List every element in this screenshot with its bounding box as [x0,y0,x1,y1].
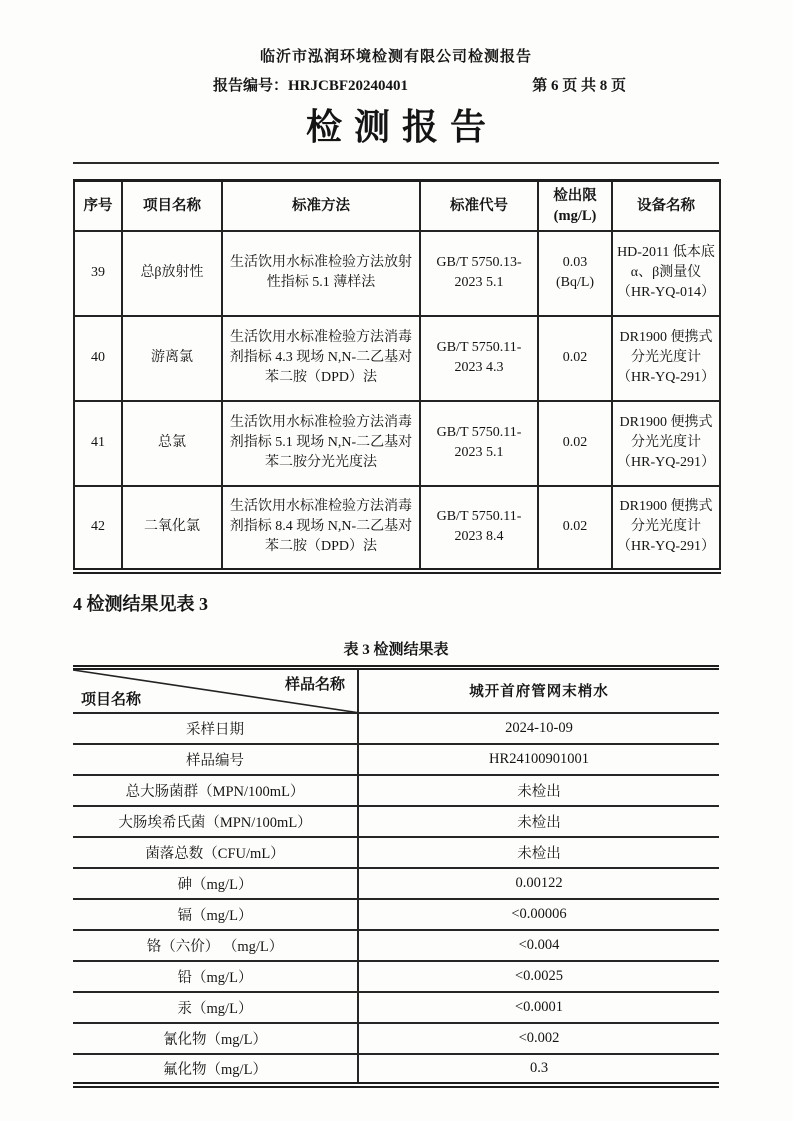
report-title: 检测报告 [305,107,498,147]
cell-equipment: DR1900 便携式分光光度计（HR-YQ-291） [612,316,720,401]
result-value: 未检出 [358,837,719,868]
result-item: 大肠埃希氏菌（MPN/100mL） [73,806,358,837]
cell-detection-limit [538,231,612,316]
cell-detection-limit [538,486,612,571]
header-equipment: 设备名称 [612,181,720,231]
result-item: 铬（六价） （mg/L） [73,930,358,961]
page-indicator: 第 6 页 共 8 页 [532,78,626,94]
result-value: <0.002 [358,1023,719,1054]
result-item: 样品编号 [73,744,358,775]
result-item: 菌落总数（CFU/mL） [73,837,358,868]
report-meta-row [73,74,719,95]
table-row [74,401,720,486]
table-row [73,899,719,930]
table-row [74,486,720,571]
limit-value: 0.02 [562,519,588,534]
results-table [73,665,719,1089]
sample-name-header: 城开首府管网末梢水 [358,667,719,713]
limit-value: 0.02 [562,350,588,365]
result-item: 采样日期 [73,713,358,744]
cell-standard-code: GB/T 5750.11-2023 8.4 [420,486,538,571]
methods-table [73,179,721,574]
header-detection-limit-line1: 检出限 [553,187,597,204]
result-value: <0.0025 [358,961,719,992]
header-standard-code: 标准代号 [420,181,538,231]
result-value: 未检出 [358,775,719,806]
result-value: HR24100901001 [358,744,719,775]
corner-label-item-name: 项目名称 [81,692,142,708]
table-row [74,231,720,316]
table-row [73,837,719,868]
table-row [73,1054,719,1085]
cell-equipment: DR1900 便携式分光光度计（HR-YQ-291） [612,486,720,571]
table-row [73,806,719,837]
cell-standard-code: GB/T 5750.11-2023 4.3 [420,316,538,401]
cell-item-name: 二氧化氯 [122,486,222,571]
table-row [73,1023,719,1054]
table-row [73,868,719,899]
doc-header [73,45,719,164]
limit-unit: (Bq/L) [555,275,595,290]
table3-caption: 表 3 检测结果表 [343,641,449,658]
cell-detection-limit [538,401,612,486]
result-value: 0.00122 [358,868,719,899]
table-row [73,930,719,961]
table-row [73,992,719,1023]
corner-header-cell [73,667,358,713]
results-header-row [73,667,719,713]
header-detection-limit [538,181,612,231]
result-value: <0.0001 [358,992,719,1023]
limit-value: 0.03 [562,255,588,270]
result-item: 镉（mg/L） [73,899,358,930]
header-detection-limit-line2: (mg/L) [553,207,597,224]
cell-item-name: 总氯 [122,401,222,486]
result-item: 氟化物（mg/L） [73,1054,358,1085]
cell-item-name: 游离氯 [122,316,222,401]
result-value: 2024-10-09 [358,713,719,744]
cell-no: 39 [74,231,122,316]
result-value: <0.00006 [358,899,719,930]
cell-standard-method: 生活饮用水标准检验方法放射性指标 5.1 薄样法 [222,231,420,316]
corner-label-sample-name: 样品名称 [284,676,345,693]
methods-header-row [74,181,720,231]
section-heading: 4 检测结果见表 3 [73,593,208,614]
table-row [73,775,719,806]
cell-standard-code: GB/T 5750.13-2023 5.1 [420,231,538,316]
cell-equipment: HD-2011 低本底α、β测量仪（HR-YQ-014） [612,231,720,316]
result-value: 0.3 [358,1054,719,1085]
cell-no: 40 [74,316,122,401]
header-no: 序号 [74,181,122,231]
company-header: 临沂市泓润环境检测有限公司检测报告 [259,49,532,65]
result-item: 砷（mg/L） [73,868,358,899]
cell-standard-code: GB/T 5750.11-2023 5.1 [420,401,538,486]
cell-detection-limit [538,316,612,401]
table-row [73,713,719,744]
title-divider [73,162,719,164]
result-item: 汞（mg/L） [73,992,358,1023]
table-row [73,961,719,992]
table-row [74,316,720,401]
report-number: 报告编号：HRJCBF20240401 [213,78,409,94]
result-item: 总大肠菌群（MPN/100mL） [73,775,358,806]
table-row [73,744,719,775]
limit-value: 0.02 [562,435,588,450]
cell-item-name: 总β放射性 [122,231,222,316]
result-value: 未检出 [358,806,719,837]
result-value: <0.004 [358,930,719,961]
header-item-name: 项目名称 [122,181,222,231]
result-item: 氰化物（mg/L） [73,1023,358,1054]
result-item: 铅（mg/L） [73,961,358,992]
cell-no: 42 [74,486,122,571]
header-standard-method: 标准方法 [222,181,420,231]
cell-no: 41 [74,401,122,486]
cell-standard-method: 生活饮用水标准检验方法消毒剂指标 5.1 现场 N,N-二乙基对苯二胺分光光度法 [222,401,420,486]
cell-standard-method: 生活饮用水标准检验方法消毒剂指标 8.4 现场 N,N-二乙基对苯二胺（DPD）法 [222,486,420,571]
cell-equipment: DR1900 便携式分光光度计（HR-YQ-291） [612,401,720,486]
cell-standard-method: 生活饮用水标准检验方法消毒剂指标 4.3 现场 N,N-二乙基对苯二胺（DPD）法 [222,316,420,401]
